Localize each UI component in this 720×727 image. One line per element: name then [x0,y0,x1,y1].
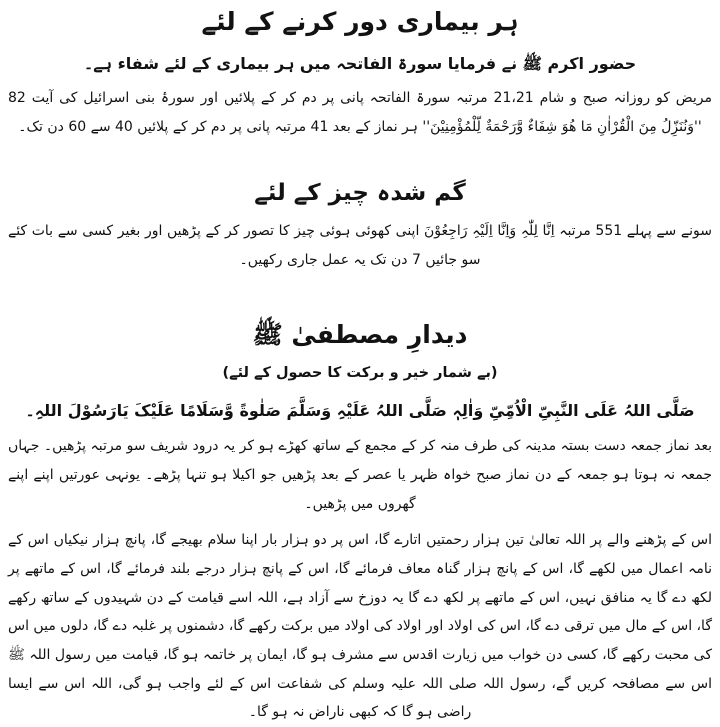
section-cure-every-disease [8,6,712,141]
section-lost-item [8,179,712,274]
body-durood-instructions: بعد نماز جمعہ دست بستہ مدینہ کی طرف منہ کر کے مجمع کے ساتھ کھڑے ہو کر یہ درود شریف سو مرتبہ پڑھیں۔ جہاں جمعہ نہ ہوتا ہو جمعہ کے دن نماز صبح خواہ ظہر یا عصر کے بعد پڑھیں جو اکیلا ہو تنہا پڑھے۔ یونہی عورتیں اپنے اپنے گھروں میں پڑھیں۔ [8,438,712,512]
caption-blessings-purpose: (بے شمار خیر و برکت کا حصول کے لئے) [222,365,498,382]
durood-shareef-text: صَلَّی اللہُ عَلَی النَّبِیِّ الْاُمِّیِّ وَاٰلِہٖ صَلَّی اللہُ عَلَیْہِ وَسَلَّمَ صَلٰوةً وَّسَلَامًا عَلَیْکَ یَارَسُوْلَ اللہِ۔ [25,400,695,420]
heading-cure-every-disease: ہر بیماری دور کرنے کے لئے [201,7,519,36]
body-lost-item-prescription: سونے سے پہلے 551 مرتبہ اِنَّا لِلّٰہِ وَاِنَّا اِلَیْہِ رَاجِعُوْنَ اپنی کھوئی ہوئی چیز کا تصور کر کے پڑھیں اور بغیر کسی سے بات کئے سو جائیں 7 دن تک یہ عمل جاری رکھیں۔ [8,223,712,269]
heading-lost-item: گم شدہ چیز کے لئے [254,180,466,207]
body-durood-virtues: اس کے پڑھنے والے پر اللہ تعالیٰ تین ہزار رحمتیں اتارے گا، اس پر دو ہزار بار اپنا سلام بھیجے گا، پانچ ہزار نیکیاں اس کے نامہ اعمال میں لکھے گا، اس کے پانچ ہزار گناہ معاف فرمائے گا، اس کے پانچ ہزار درجے بلند فرمائے گا، اس کے ماتھے پر لکھ دے گا یہ منافق نہیں، اس کے ماتھے پر لکھ دے گا یہ دوزخ سے آزاد ہے، اللہ اسے قیامت کے دن شہیدوں کے ساتھ رکھے گا، اس کے مال میں ترقی دے گا، اس کی اولاد اور اولاد کی اولاد میں برکت رکھے گا، دشمنوں پر غلبہ دے گا، دلوں میں اس کی محبت رکھے گا، کسی دن خواب میں زیارت اقدس سے مشرف ہو گا، ایمان پر خاتمہ ہو گا، قیامت میں رسول اللہ ﷺ اس سے مصافحہ کریں گے، رسول اللہ صلی اللہ علیہ وسلم کی شفاعت اس کے لئے واجب ہو گی، اللہ اس سے ایسا راضی ہو گا کہ کبھی ناراض نہ ہو گا۔ [8,532,712,721]
heading-deedar-e-mustafa: دیدارِ مصطفیٰ ﷺ [252,319,468,349]
section-deedar-e-mustafa [8,319,712,727]
subheading-hadith-fatiha: حضور اکرم ﷺ نے فرمایا سورۃ الفاتحہ میں ہر بیماری کے لئے شفاء ہے۔ [83,53,637,73]
body-cure-prescription: مریض کو روزانہ صبح و شام 21،21 مرتبہ سورۃ الفاتحہ پانی پر دم کر کے پلائیں اور سورۂ بنی اسرائیل کی آیت 82 ''وَنُنَزِّلُ مِنَ الْقُرْاٰنِ مَا ھُوَ شِفَاءٌ وَّرَحْمَةٌ لِّلْمُؤْمِنِیْنَ'' ہر نماز کے بعد 41 مرتبہ پانی پر دم کر کے پلائیں 40 سے 60 دن تک۔ [8,90,713,135]
